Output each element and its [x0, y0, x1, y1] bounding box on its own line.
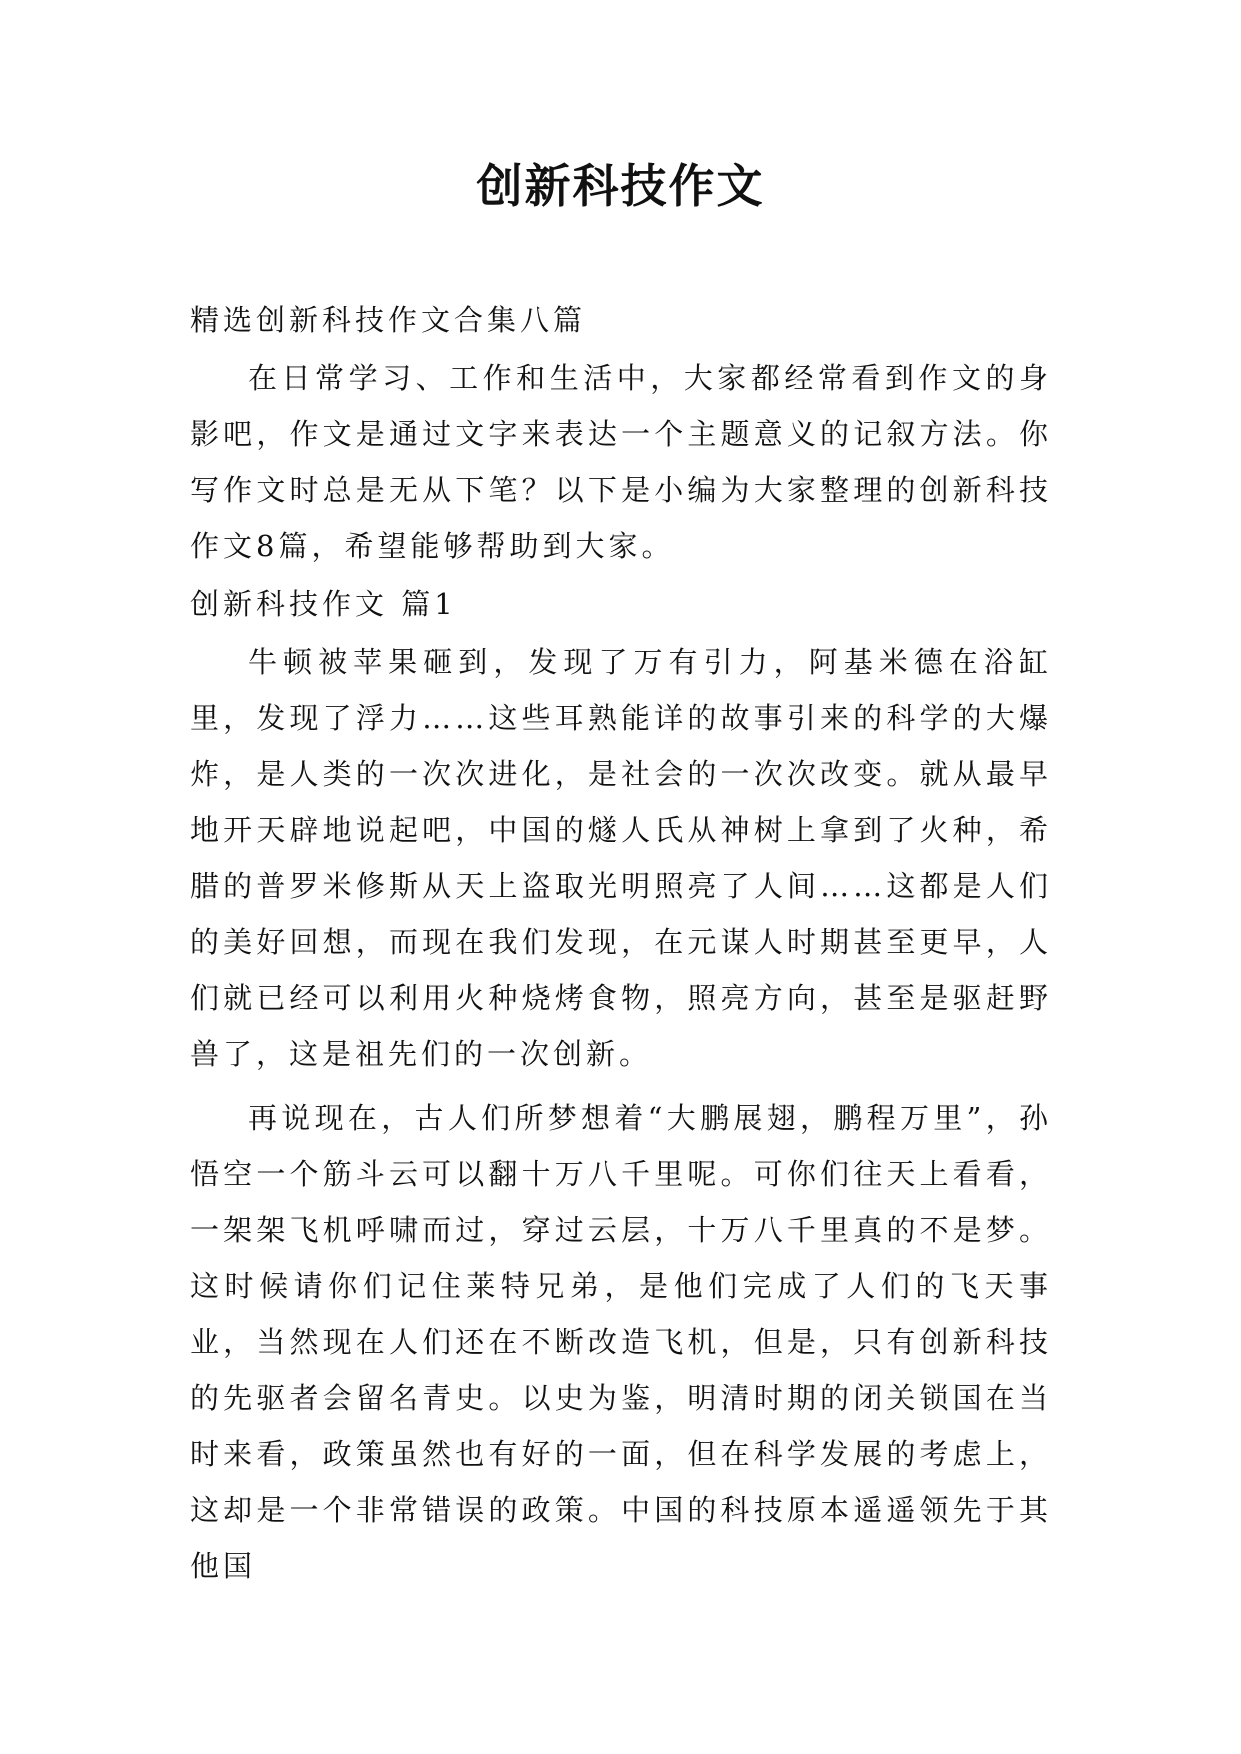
- document-title: 创新科技作文: [476, 159, 765, 213]
- collection-subtitle: 精选创新科技作文合集八篇: [190, 303, 587, 337]
- body-paragraph-1: 牛顿被苹果砸到，发现了万有引力，阿基米德在浴缸里，发现了浮力……这些耳熟能详的故事引来的科学的大爆炸，是人类的一次次进化，是社会的一次次改变。就从最早地开天辟地说起吧，中国的燧人氏从神树上拿到了火种，希腊的普罗米修斯从天上盗取光明照亮了人间……这都是人们的美好回想，而现在我们发现，在元谋人时期甚至更早，人们就已经可以利用火种烧烤食物，照亮方向，甚至是驱赶野兽了，这是祖先们的一次创新。: [190, 645, 1052, 1071]
- section-heading: 创新科技作文 篇1: [190, 587, 457, 621]
- document-body: [190, 290, 1052, 1594]
- body-paragraph-2: 再说现在，古人们所梦想着“大鹏展翅，鹏程万里”，孙悟空一个筋斗云可以翻十万八千里呢。可你们往天上看看，一架架飞机呼啸而过，穿过云层，十万八千里真的不是梦。这时候请你们记住莱特兄弟，是他们完成了人们的飞天事业，当然现在人们还在不断改造飞机，但是，只有创新科技的先驱者会留名青史。以史为鉴，明清时期的闭关锁国在当时来看，政策虽然也有好的一面，但在科学发展的考虑上，这却是一个非常错误的政策。中国的科技原本遥遥领先于其他国: [190, 1101, 1052, 1583]
- intro-paragraph: 在日常学习、工作和生活中，大家都经常看到作文的身影吧，作文是通过文字来表达一个主题意义的记叙方法。你写作文时总是无从下笔？以下是小编为大家整理的创新科技作文8篇，希望能够帮助到大家。: [190, 361, 1052, 563]
